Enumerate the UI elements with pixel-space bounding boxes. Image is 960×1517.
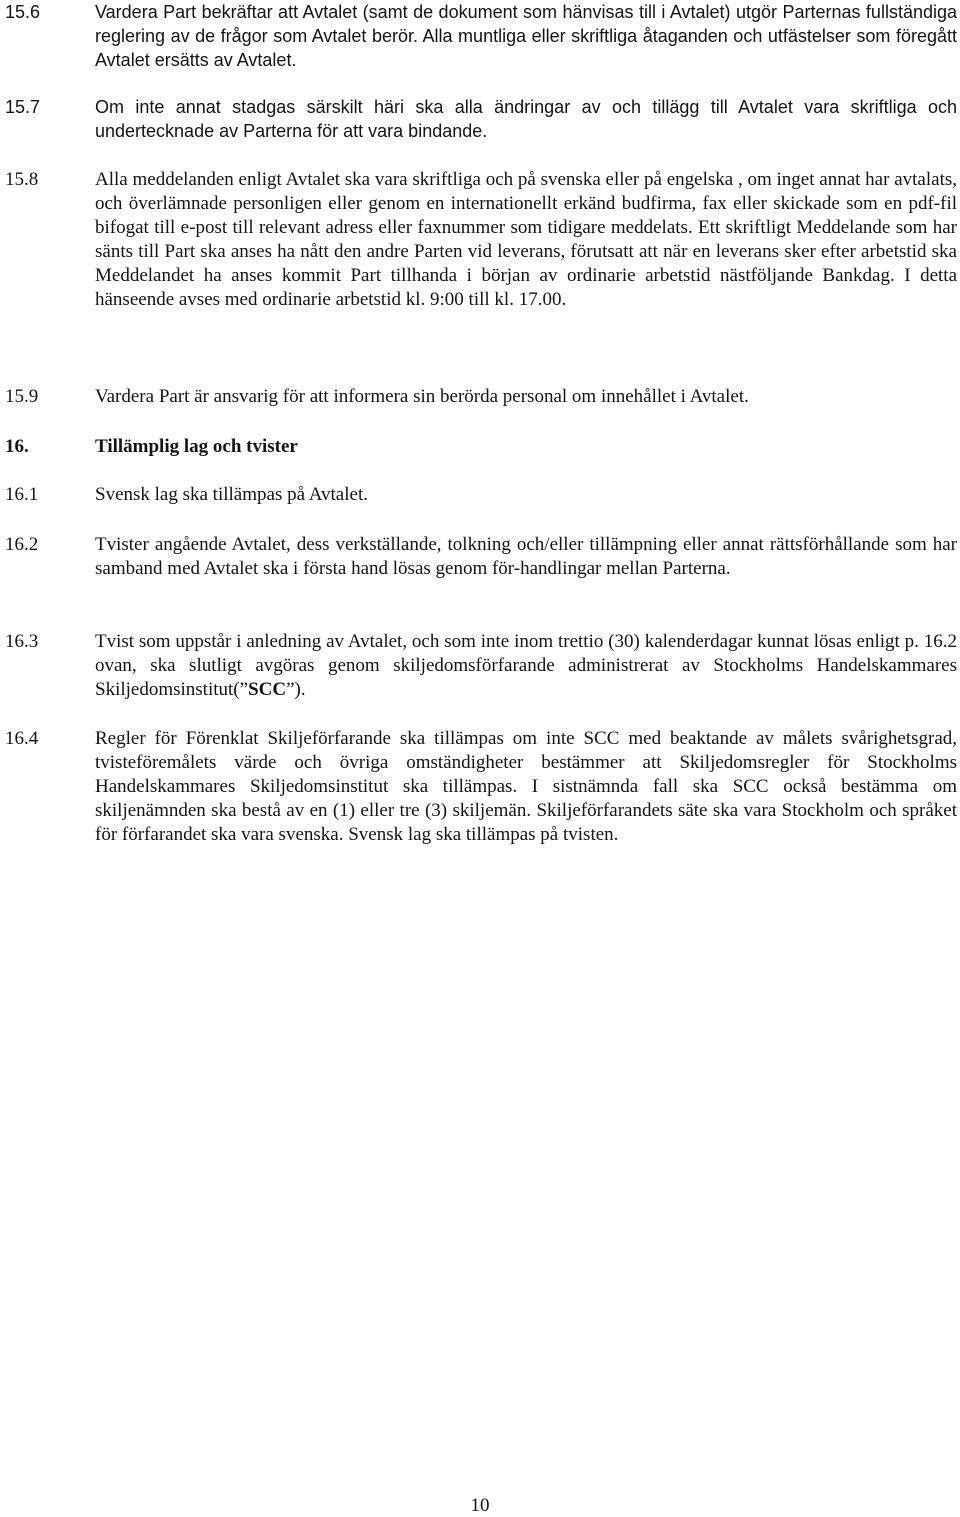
section-title: Tillämplig lag och tvister bbox=[95, 436, 298, 457]
clause-text: Om inte annat stadgas särskilt häri ska alla ändringar av och tillägg till Avtalet vara skriftliga och undertecknade av Parterna för att vara bindande. bbox=[95, 97, 957, 141]
clause-number: 16.2 bbox=[5, 534, 39, 555]
clause-15-8 bbox=[5, 168, 960, 312]
clause-number: 16.4 bbox=[5, 728, 39, 749]
clause-text-part: ”). bbox=[286, 679, 306, 700]
clause-text: Vardera Part är ansvarig för att informera sin berörda personal om innehållet i Avtalet. bbox=[95, 386, 749, 407]
clause-text-part: Tvist som uppstår i anledning av Avtalet, och som inte inom trettio (30) kalenderdagar kunnat lösas enligt p. 16.2 ovan, ska slutligt avgöras genom skiljedomsförfarande administrerat av Stockholms Handelskammares Skiljedomsinstitut(” bbox=[95, 631, 957, 700]
clause-number: 15.6 bbox=[5, 2, 41, 22]
clause-16-2 bbox=[5, 533, 960, 581]
clause-16-3 bbox=[5, 630, 960, 702]
section-heading-16 bbox=[5, 435, 960, 459]
clause-15-9 bbox=[5, 385, 960, 409]
clause-text: Svensk lag ska tillämpas på Avtalet. bbox=[95, 484, 368, 505]
clause-16-4 bbox=[5, 727, 960, 847]
clause-text: Vardera Part bekräftar att Avtalet (samt de dokument som hänvisas till i Avtalet) utgör Parternas fullständiga reglering av de frågor som Avtalet berör. Alla muntliga eller skriftliga åtaganden och utfästelser som föregått Avtalet ersätts av Avtalet. bbox=[95, 2, 957, 70]
clause-number: 15.8 bbox=[5, 169, 39, 190]
clause-16-1 bbox=[5, 483, 960, 507]
clause-text bbox=[95, 630, 957, 702]
clause-number: 16.1 bbox=[5, 484, 39, 505]
clause-number: 15.9 bbox=[5, 386, 39, 407]
clause-text: Tvister angående Avtalet, dess verkställande, tolkning och/eller tillämpning eller annat rättsförhållande som har samband med Avtalet ska i första hand lösas genom för-handlingar mellan Parterna. bbox=[95, 534, 957, 579]
clause-number: 15.7 bbox=[5, 97, 41, 117]
clause-number: 16.3 bbox=[5, 631, 39, 652]
clause-text: Alla meddelanden enligt Avtalet ska vara skriftliga och på svenska eller på engelska , om inget annat har avtalats, och överlämnade personligen eller genom en internationellt erkänd budfirma, fax eller skickade som en pdf-fil bifogat till e-post till relevant adress eller faxnummer som tidigare meddelats. Ett skriftligt Meddelande som har sänts till Part ska anses ha nått den andre Parten vid leverans, förutsatt att när en leverans sker efter arbetstid ska Meddelandet ha anses kommit Part tillhanda i början av ordinarie arbetstid nästföljande Bankdag. I detta hänseende avses med ordinarie arbetstid kl. 9:00 till kl. 17.00. bbox=[95, 169, 957, 310]
section-number: 16. bbox=[5, 436, 29, 457]
page-number: 10 bbox=[470, 1495, 490, 1516]
scc-abbreviation: SCC bbox=[248, 679, 287, 700]
clause-text: Regler för Förenklat Skiljeförfarande ska tillämpas om inte SCC med beaktande av målets svårighetsgrad, tvisteföremålets värde och övriga omständigheter bestämmer att Skiljedomsregler för Stockholms Handelskammares Skiljedomsinstitut ska tillämpas. I sistnämnda fall ska SCC också bestämma om skiljenämnden ska bestå av en (1) eller tre (3) skiljemän. Skiljeförfarandets säte ska vara Stockholm och språket för förfarandet ska vara svenska. Svensk lag ska tillämpas på tvisten. bbox=[95, 728, 957, 845]
clause-15-7 bbox=[5, 95, 960, 143]
clause-15-6 bbox=[5, 0, 960, 72]
